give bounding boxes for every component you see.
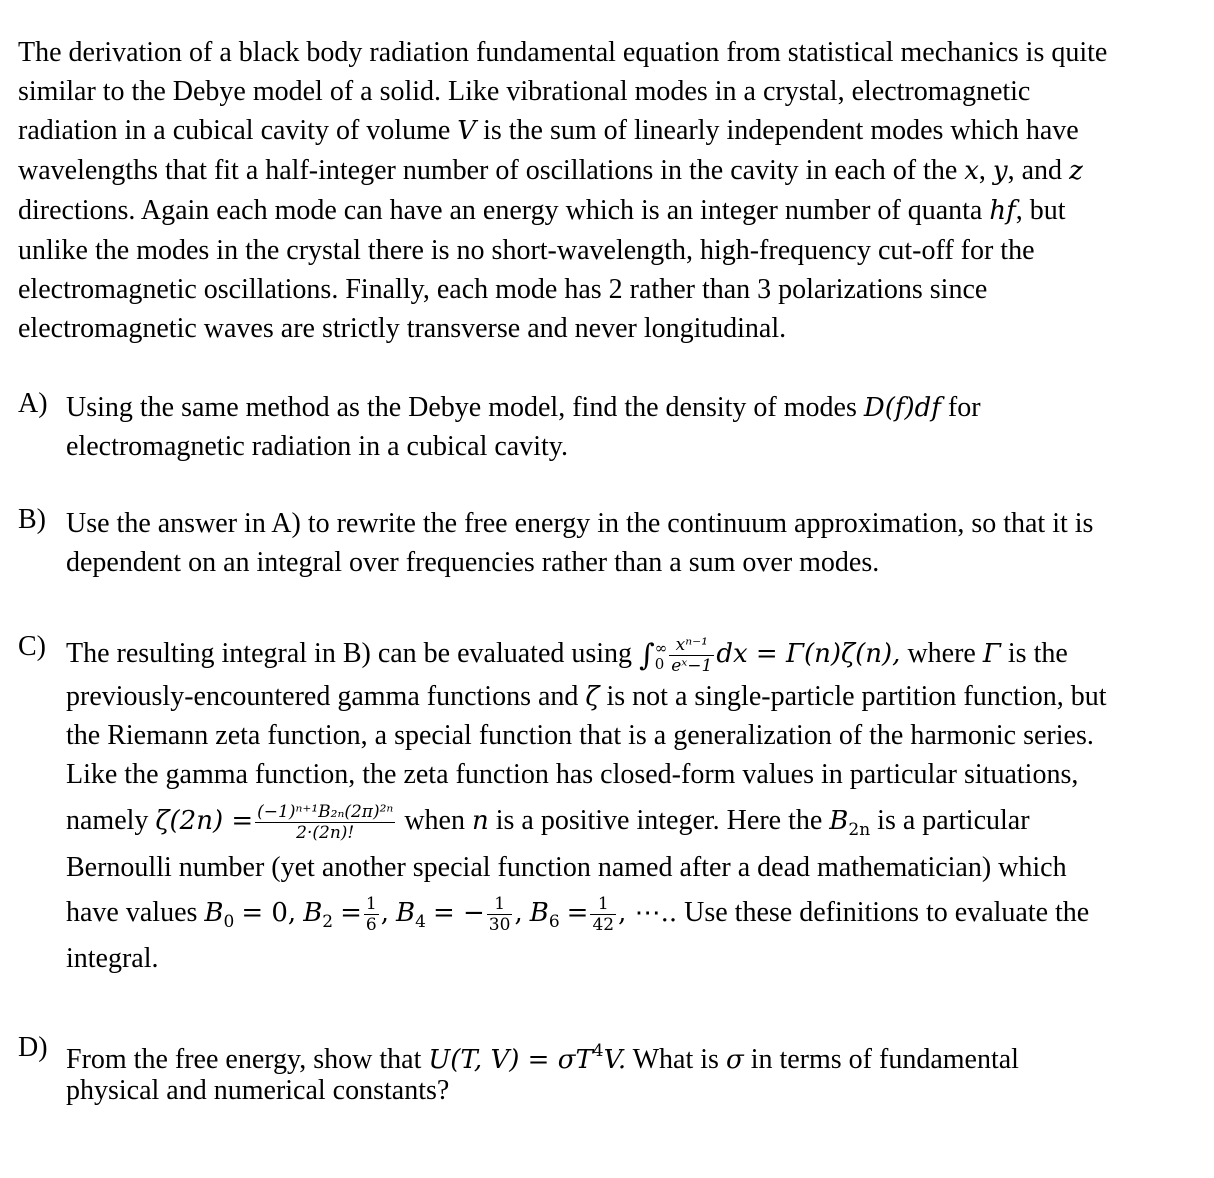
bernoulli-b6: $B_6$ bbox=[529, 898, 560, 932]
question-text: Using the same method as the Debye model, find the density of modes bbox=[66, 392, 857, 423]
var-z: z bbox=[1069, 156, 1083, 186]
sigma-symbol: σ bbox=[725, 1045, 744, 1075]
question-label: C) bbox=[18, 631, 46, 662]
question-text: when bbox=[404, 805, 465, 836]
question-line: physical and numerical constants? bbox=[66, 1075, 450, 1106]
question-label: A) bbox=[18, 388, 48, 419]
b6-denominator: 42 bbox=[592, 915, 615, 936]
b2-fraction bbox=[364, 894, 379, 935]
zeta-numerator: (−1)ⁿ⁺¹B₂ₙ(2π)²ⁿ bbox=[257, 802, 394, 823]
intro-line bbox=[18, 111, 1198, 151]
bernoulli-subscript: 2n bbox=[848, 820, 871, 840]
integrand-numerator: xⁿ⁻¹ bbox=[675, 635, 708, 656]
question-text: for bbox=[947, 392, 981, 423]
integral-result: dx = Γ(n)ζ(n), bbox=[716, 639, 901, 669]
b0-value: = 0, bbox=[241, 898, 297, 928]
question-line: the Riemann zeta function, a special function that is a generalization of the harmonic series. bbox=[66, 720, 1094, 751]
intro-text: wavelengths that fit a half-integer number of oscillations in the cavity in each of the bbox=[18, 155, 958, 186]
bernoulli-b2: $B_2$ bbox=[303, 898, 334, 932]
b4-fraction bbox=[487, 894, 513, 935]
question-label: B) bbox=[18, 504, 46, 535]
var-volume: V bbox=[457, 116, 477, 146]
question-text: is a positive integer. Here the bbox=[495, 805, 823, 836]
bernoulli-letter: B bbox=[829, 806, 849, 836]
intro-text: radiation in a cubical cavity of volume bbox=[18, 115, 451, 146]
integrand-fraction bbox=[669, 635, 714, 676]
question-text: where bbox=[907, 638, 976, 669]
integral-lower-limit: 0 bbox=[654, 654, 665, 673]
question-line bbox=[66, 631, 1196, 677]
intro-line: The derivation of a black body radiation fundamental equation from statistical mechanics is quite bbox=[18, 37, 1108, 68]
b2-numerator: 1 bbox=[365, 894, 377, 915]
var-hf: hf bbox=[989, 196, 1016, 226]
question-line bbox=[66, 794, 1196, 848]
question-text: is the bbox=[1007, 638, 1068, 669]
zeta-symbol: ζ bbox=[585, 682, 600, 712]
question-text: is a particular bbox=[877, 805, 1030, 836]
question-line: Use the answer in A) to rewrite the free energy in the continuum approximation, so that it is bbox=[66, 508, 1094, 539]
zeta-lhs: ζ(2n) = bbox=[155, 806, 254, 836]
b4-numerator: 1 bbox=[494, 894, 506, 915]
question-line: dependent on an integral over frequencies rather than a sum over modes. bbox=[66, 547, 880, 578]
question-line bbox=[66, 887, 1196, 939]
intro-text: directions. Again each mode can have an energy which is an integer number of quanta bbox=[18, 195, 983, 226]
bernoulli-b4: $B_4$ bbox=[396, 898, 426, 932]
bernoulli-b0: $B_0$ bbox=[204, 898, 235, 932]
question-label: D) bbox=[18, 1032, 48, 1063]
question-line: electromagnetic radiation in a cubical cavity. bbox=[66, 431, 568, 462]
intro-line: electromagnetic oscillations. Finally, each mode has 2 rather than 3 polarizations since bbox=[18, 274, 988, 305]
question-text: The resulting integral in B) can be evaluated using bbox=[66, 638, 633, 669]
question-text: namely bbox=[66, 805, 149, 836]
b4-denominator: 30 bbox=[488, 915, 511, 936]
integral-upper-limit: ∞ bbox=[654, 638, 668, 657]
b6-fraction bbox=[590, 894, 616, 935]
intro-text: is the sum of linearly independent modes which have bbox=[483, 115, 1079, 146]
question-text: have values bbox=[66, 897, 198, 928]
intro-text: , but bbox=[1015, 195, 1066, 226]
question-text: previously-encountered gamma functions and bbox=[66, 681, 579, 712]
b6-numerator: 1 bbox=[597, 894, 609, 915]
question-line: Bernoulli number (yet another special function named after a dead mathematician) which bbox=[66, 852, 1067, 883]
equals-minus-sign: = − bbox=[432, 898, 485, 928]
integral-sign: ∫ bbox=[639, 638, 655, 673]
intro-text: and bbox=[1021, 155, 1063, 186]
question-line bbox=[66, 388, 1196, 427]
gamma-symbol: Γ bbox=[982, 639, 1001, 669]
integrand-denominator: eˣ−1 bbox=[671, 656, 713, 677]
question-text: What is bbox=[632, 1044, 719, 1075]
intro-paragraph bbox=[18, 33, 1198, 348]
question-line: Like the gamma function, the zeta function has closed-form values in particular situations, bbox=[66, 759, 1079, 790]
intro-line: electromagnetic waves are strictly transverse and never longitudinal. bbox=[18, 313, 787, 344]
comma: , bbox=[514, 898, 523, 928]
zeta-denominator: 2·(2n)! bbox=[255, 822, 395, 843]
var-x: x bbox=[964, 156, 979, 186]
density-of-modes-expr: D(f)df bbox=[863, 393, 941, 423]
intro-line: similar to the Debye model of a solid. Like vibrational modes in a crystal, electromagnetic bbox=[18, 76, 1031, 107]
question-text: From the free energy, show that bbox=[66, 1044, 422, 1075]
bernoulli-symbol bbox=[829, 806, 871, 840]
zeta-fraction bbox=[255, 802, 395, 843]
intro-line bbox=[18, 191, 1198, 231]
equals-sign: = bbox=[340, 898, 362, 928]
energy-expression: U(T, $V) = \sigma T^4V$. bbox=[428, 1041, 627, 1075]
integral-limits bbox=[655, 640, 668, 672]
question-line: integral. bbox=[66, 943, 159, 974]
question-line bbox=[66, 677, 1196, 716]
question-line bbox=[66, 1032, 1196, 1075]
intro-line: unlike the modes in the crystal there is no short-wavelength, high-frequency cut-off for the bbox=[18, 235, 1035, 266]
var-n: n bbox=[471, 806, 489, 836]
equals-sign: = bbox=[566, 898, 589, 928]
question-text: Use these definitions to evaluate the bbox=[684, 897, 1090, 928]
b2-denominator: 6 bbox=[365, 915, 377, 936]
question-text: in terms of fundamental bbox=[750, 1044, 1019, 1075]
var-y: y bbox=[992, 156, 1008, 186]
intro-line: wavelengths that fit a half-integer number of oscillations in the cavity in each of the x, y, and z bbox=[18, 155, 1083, 186]
ellipsis: , ⋯.. bbox=[618, 898, 678, 928]
question-text: is not a single-particle partition function, but bbox=[606, 681, 1107, 712]
comma: , bbox=[380, 898, 390, 928]
